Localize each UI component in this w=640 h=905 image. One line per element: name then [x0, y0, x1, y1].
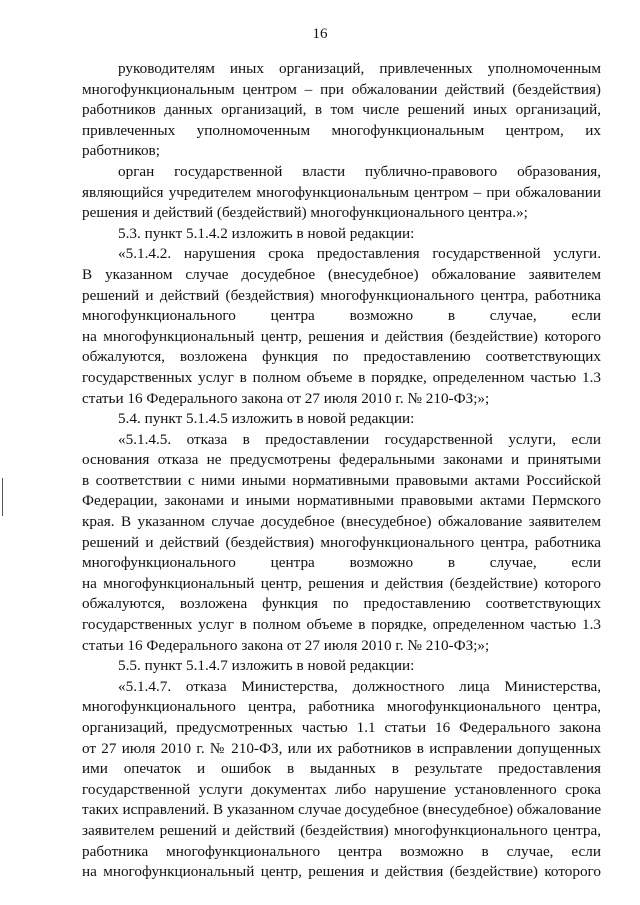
margin-mark — [2, 478, 3, 516]
text-line: статьи 16 Федерального закона от 27 июля 2010 г. № 210-ФЗ;»; — [82, 636, 490, 654]
text-line: в соответствии с ними иными нормативными правовыми актами Российской — [82, 471, 601, 489]
text-line: статьи 16 Федерального закона от 27 июля 2010 г. № 210-ФЗ;»; — [82, 389, 490, 407]
text-line: работников; — [82, 142, 160, 160]
page-number: 16 — [312, 26, 328, 42]
text-line: обжалуются, возложена функция по предоставлению соответствующих — [82, 595, 601, 613]
text-line: «5.1.4.5. отказа в предоставлении государственной услуги, если — [118, 430, 601, 448]
text-line: В указанном случае досудебное (внесудебное) обжалование заявителем — [82, 265, 601, 283]
text-line: от 27 июля 2010 г. № 210-ФЗ, или их работников в исправлении допущенных — [82, 739, 601, 757]
text-line: государственных услуг в полном объеме в порядке, определенном частью 1.3 — [82, 616, 601, 634]
text-line: решений и действий (бездействия) многофункционального центра, работника — [82, 533, 601, 551]
text-line: являющийся учредителем многофункциональным центром – при обжаловании — [82, 183, 601, 201]
text-line: заявителем решений и действий (бездействия) многофункционального центра, — [82, 821, 601, 839]
text-line: края. В указанном случае досудебное (внесудебное) обжалование заявителем — [82, 513, 601, 531]
text-line: таких исправлений. В указанном случае досудебное (внесудебное) обжалование — [82, 801, 602, 819]
text-line: государственных услуг в полном объеме в порядке, определенном частью 1.3 — [82, 368, 601, 386]
text-line: государственной услуги документах либо нарушение установленного срока — [82, 780, 601, 798]
document-body — [82, 59, 601, 883]
text-line: решений и действий (бездействия) многофункционального центра, работника — [82, 286, 601, 304]
text-line: руководителям иных организаций, привлеченных уполномоченным — [118, 60, 601, 77]
text-line: орган государственной власти публично-правового образования, — [118, 162, 601, 180]
text-line: на многофункциональный центр, решения и действия (бездействие) которого — [82, 574, 601, 592]
text-line: основания отказа не предусмотрены федеральными законами и принятыми — [82, 451, 601, 469]
text-line: многофункционального центра возможно в случае, если — [82, 554, 601, 572]
text-line: многофункциональным центром – при обжаловании действий (бездействия) — [82, 80, 601, 98]
text-line: обжалуются, возложена функция по предоставлению соответствующих — [82, 348, 601, 366]
text-line: привлеченных уполномоченным многофункциональным центром, их — [82, 121, 601, 139]
text-line: на многофункциональный центр, решения и действия (бездействие) которого — [82, 863, 601, 881]
text-line: ими опечаток и ошибок в выданных в результате предоставления — [82, 760, 601, 778]
text-line: работника многофункционального центра возможно в случае, если — [82, 842, 601, 860]
text-line: на многофункциональный центр, решения и действия (бездействие) которого — [82, 327, 601, 345]
text-line: «5.1.4.7. отказа Министерства, должностного лица Министерства, — [118, 677, 601, 695]
text-line: 5.5. пункт 5.1.4.7 изложить в новой редакции: — [118, 657, 415, 675]
text-line: многофункционального центра возможно в случае, если — [82, 307, 601, 325]
text-line: организаций, предусмотренных частью 1.1 статьи 16 Федерального закона — [82, 719, 601, 736]
text-line: «5.1.4.2. нарушения срока предоставления государственной услуги. — [118, 245, 601, 263]
text-line: 5.4. пункт 5.1.4.5 изложить в новой редакции: — [118, 410, 415, 428]
text-line: многофункционального центра, работника многофункционального центра, — [82, 698, 601, 716]
text-line: решения и действий (бездействий) многофункционального центра.»; — [82, 204, 528, 222]
text-line: Федерации, законами и иными нормативными правовыми актами Пермского — [82, 492, 601, 510]
text-line: работников данных организаций, в том числе решений иных организаций, — [82, 101, 601, 119]
text-line: 5.3. пункт 5.1.4.2 изложить в новой редакции: — [118, 224, 415, 242]
